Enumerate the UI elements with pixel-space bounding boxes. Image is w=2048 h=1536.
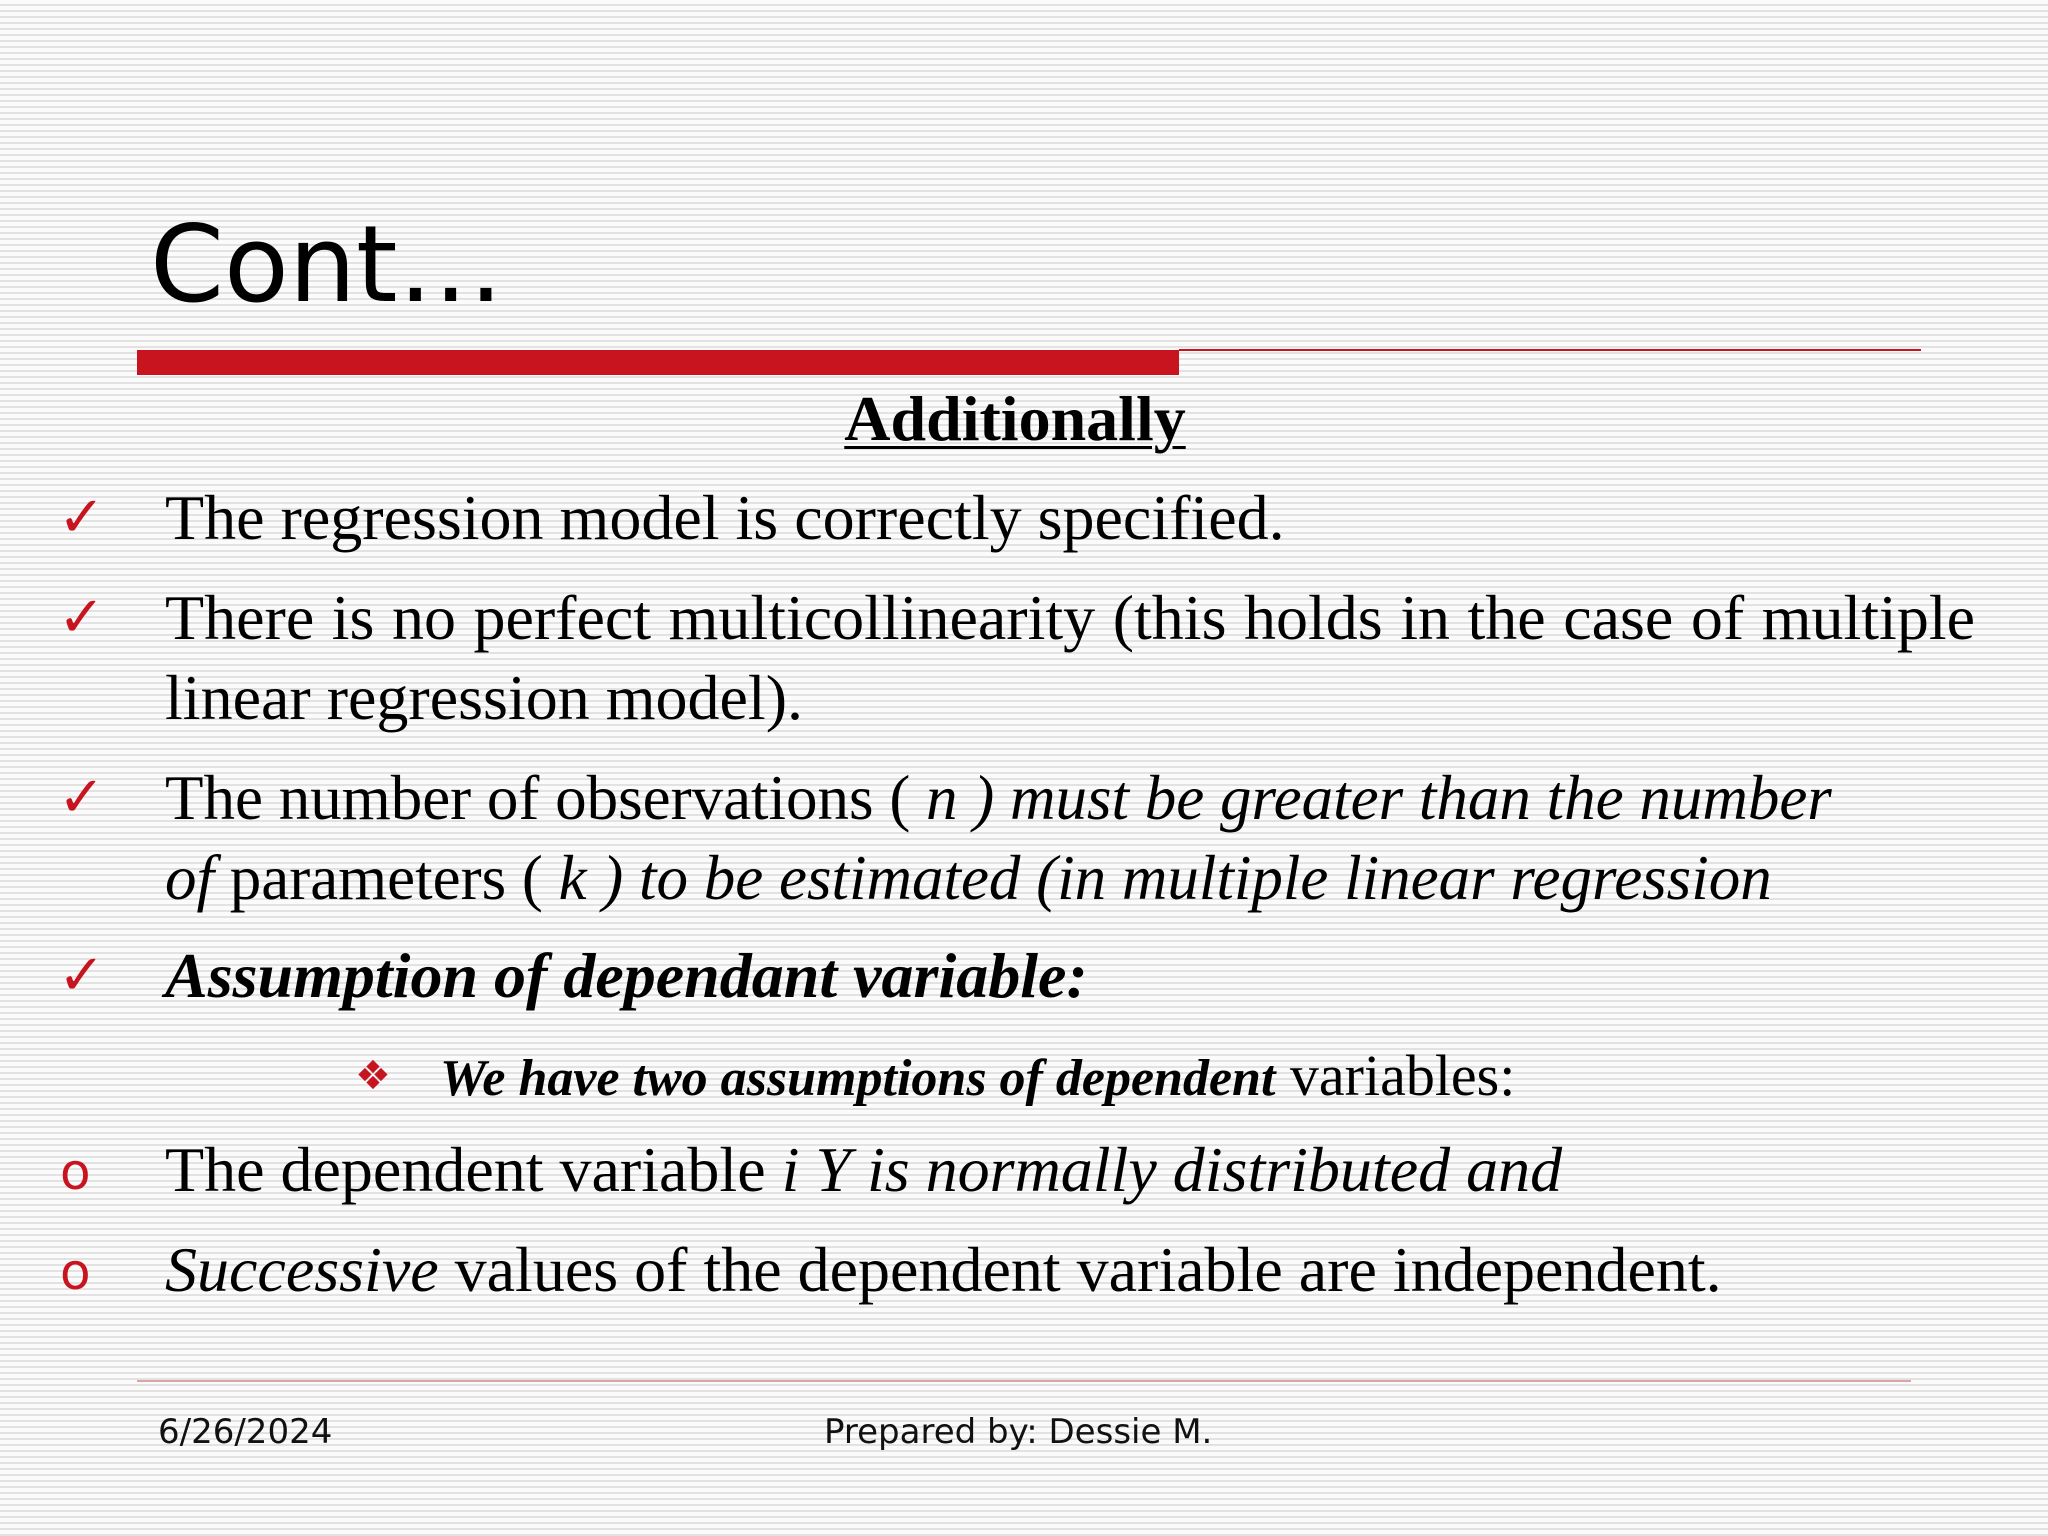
checkmark-icon: ✓ <box>58 943 105 1008</box>
sub-bullet-normal: variables: <box>1275 1043 1516 1108</box>
footer-author: Prepared by: Dessie M. <box>824 1412 1213 1452</box>
bullet-text-italic: k ) to be estimated (in multiple linear regression <box>558 843 1772 913</box>
bullet-text: The regression model is correctly specified. <box>165 482 1285 553</box>
footer-date: 6/26/2024 <box>158 1412 333 1452</box>
bullet-text-segment: The dependent variable <box>165 1134 782 1205</box>
slide-title: Cont… <box>150 203 504 326</box>
circle-bullet-icon: o <box>60 1243 91 1301</box>
section-subheading: Additionally <box>844 383 1186 454</box>
bullet-text: Assumption of dependant variable: <box>165 940 1088 1011</box>
bullet-text-italic: n ) must be greater than the number <box>926 763 1832 833</box>
sub-bullet-emphasis: We have two assumptions of dependent <box>440 1050 1276 1107</box>
bullet-text-italic: i Y is normally distributed and <box>781 1134 1563 1205</box>
footer-divider <box>137 1380 1911 1382</box>
checkmark-icon: ✓ <box>58 485 105 550</box>
bullet-text-line <box>165 838 1975 918</box>
sub-bullet-text <box>440 1036 1515 1119</box>
bullet-text-segment: The number of observations ( <box>165 763 927 833</box>
bullet-text-segment: parameters ( <box>229 843 559 913</box>
checkmark-icon: ✓ <box>58 765 105 830</box>
bullet-text: There is no perfect multicollinearity (this holds in the case of multiple linear regression model). <box>165 582 1975 733</box>
bullet-text <box>165 1130 1975 1210</box>
bullet-text-line <box>165 758 1975 838</box>
bullet-text <box>165 1230 1975 1310</box>
title-underline-thick <box>137 350 1179 375</box>
bullet-text-segment: values of the dependent variable are independent. <box>438 1234 1722 1305</box>
diamond-bullet-icon: ❖ <box>355 1053 391 1099</box>
checkmark-icon: ✓ <box>58 585 105 650</box>
title-underline-thin <box>1179 349 1921 351</box>
bullet-text-italic: of <box>165 843 230 913</box>
circle-bullet-icon: o <box>60 1143 91 1201</box>
bullet-text-italic: Successive <box>165 1234 439 1305</box>
